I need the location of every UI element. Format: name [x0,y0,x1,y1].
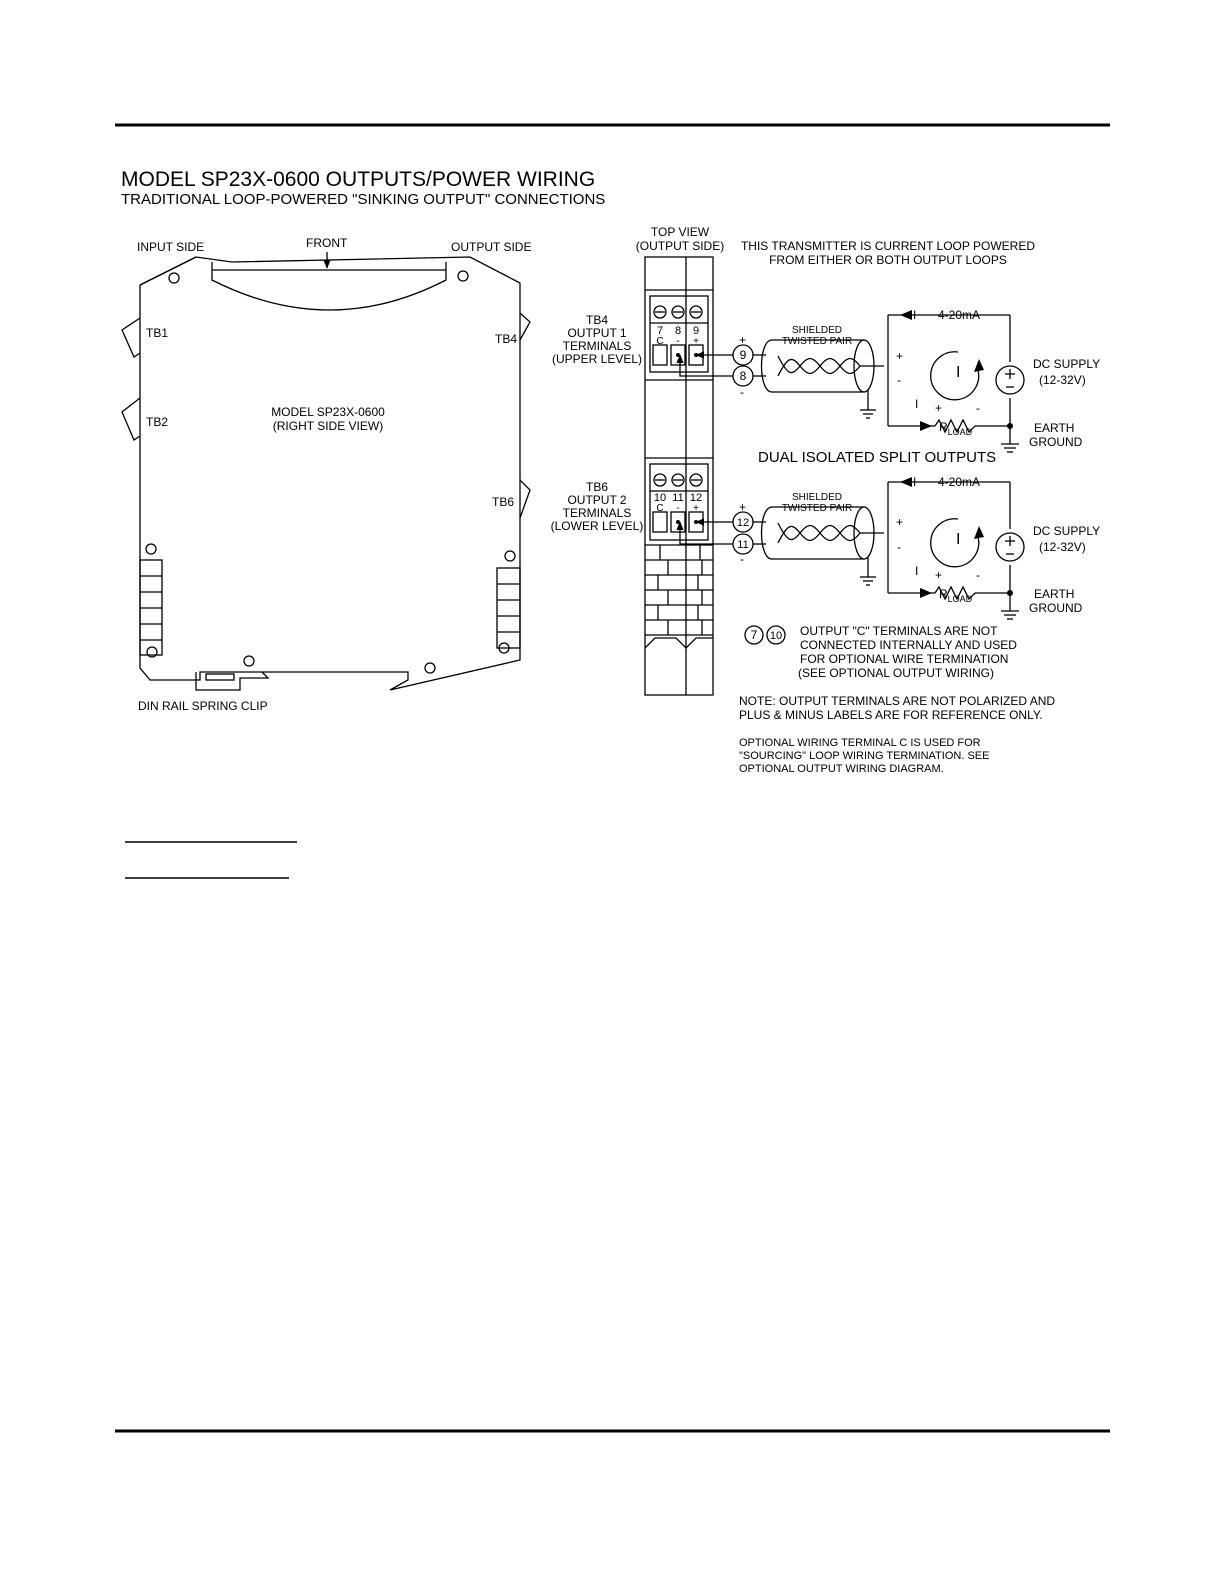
output-2-loop [680,477,1024,619]
dual-outputs-heading: DUAL ISOLATED SPLIT OUTPUTS [758,449,997,466]
out2-shielded-label: SHIELDED [791,492,843,503]
out2-current-top: I [913,475,917,489]
tb6-term-10: 10 [653,492,667,504]
tb4-node-9: 9 [739,348,747,362]
din-rail-clip-label: DIN RAIL SPRING CLIP [138,699,268,713]
tb6-mark-minus: - [676,503,680,514]
out2-dc-supply-label: DC SUPPLY [1033,524,1101,538]
optional-note-line3: OPTIONAL OUTPUT WIRING DIAGRAM. [739,763,944,775]
tb4-mark-c: C [656,336,664,347]
out2-rload-subscript: LOAD [947,594,973,604]
upper-level-label: (UPPER LEVEL) [551,352,643,366]
output-c-note-line3: FOR OPTIONAL WIRE TERMINATION [800,652,1009,666]
tb6-term-11: 11 [672,492,684,504]
out2-current-range: 4-20mA [938,475,981,489]
out1-loop-minus: - [897,373,901,387]
output-2-label: OUTPUT 2 [567,493,627,507]
out1-rload-subscript: LOAD [947,427,973,437]
tb1-label: TB1 [146,326,169,340]
out2-current-bottom: I [915,564,919,578]
out1-minus-sign: - [740,385,744,399]
tb6-side-label: TB6 [492,495,515,509]
optional-note-line2: "SOURCING" LOOP WIRING TERMINATION. SEE [739,750,990,762]
model-label: MODEL SP23X-0600 [271,405,385,419]
out2-plus-sign: + [739,500,747,514]
output-c-note-line1: OUTPUT "C" TERMINALS ARE NOT [800,624,998,638]
output-1-label: OUTPUT 1 [567,326,627,340]
tb2-label: TB2 [146,415,169,429]
note-node-10: 10 [769,630,783,642]
polarity-note-line2: PLUS & MINUS LABELS ARE FOR REFERENCE ONLY. [739,708,1043,722]
input-side-label: INPUT SIDE [137,240,205,254]
out2-rload-minus: - [976,568,980,582]
tb6-mark-c: C [656,503,664,514]
tb4-mark-minus: - [676,336,680,347]
tb4-term-7: 7 [656,325,664,337]
top-view-label: TOP VIEW [650,225,710,239]
out1-rload-plus: + [935,401,943,415]
tb4-term-9: 9 [692,325,700,337]
out1-rload-label: $R_{LOAD}$ [939,420,973,437]
out2-earth-label: EARTH [1034,587,1075,601]
out1-current-range: 4-20mA [938,308,981,322]
tb6-node-11: 11 [737,539,749,551]
out1-shielded-label: SHIELDED [791,325,843,336]
right-side-view-label: (RIGHT SIDE VIEW) [272,419,384,433]
diagram-subtitle: TRADITIONAL LOOP-POWERED "SINKING OUTPUT" CONNECTIONS [121,191,606,208]
tb6-label: TB6 [585,480,609,494]
out1-dc-supply-label: DC SUPPLY [1033,357,1101,371]
output-1-loop [680,310,1024,452]
tb6-terminals-label: TERMINALS [562,506,632,520]
out1-current-bottom: I [915,397,919,411]
out2-loop-plus: + [896,515,904,529]
out1-plus-sign: + [739,333,747,347]
tb4-node-8: 8 [739,369,747,383]
out1-voltage-label: (12-32V) [1039,373,1086,387]
out2-rload-plus: + [935,568,943,582]
tb6-mark-plus: + [693,503,699,514]
optional-note-line1: OPTIONAL WIRING TERMINAL C IS USED FOR [739,737,981,749]
out2-voltage-label: (12-32V) [1039,540,1086,554]
output-side-label: OUTPUT SIDE [451,240,532,254]
tb6-node-12: 12 [736,517,750,529]
lower-level-label: (LOWER LEVEL) [550,519,644,533]
out2-loop-minus: - [897,540,901,554]
top-view-module [645,257,713,695]
loop-powered-note-2: FROM EITHER OR BOTH OUTPUT LOOPS [769,253,1007,267]
loop-powered-note: THIS TRANSMITTER IS CURRENT LOOP POWERED [740,239,1036,253]
side-view [122,236,531,713]
diagram-title: MODEL SP23X-0600 OUTPUTS/POWER WIRING [121,168,596,191]
out2-minus-sign: - [740,552,744,566]
tb6-term-12: 12 [689,492,703,504]
tb4-terminals-label: TERMINALS [562,339,632,353]
out1-ground-label: GROUND [1029,435,1083,449]
tb4-label: TB4 [585,313,609,327]
polarity-note-line1: NOTE: OUTPUT TERMINALS ARE NOT POLARIZED AND [739,694,1056,708]
output-c-note-line4: (SEE OPTIONAL OUTPUT WIRING) [798,666,995,680]
out1-rload-minus: - [976,401,980,415]
out1-loop-plus: + [896,349,904,363]
output-side-top-label: (OUTPUT SIDE) [635,239,725,253]
out2-twisted-pair-label: TWISTED PAIR [781,503,853,514]
front-label: FRONT [306,236,348,250]
out2-rload-label: $R_{LOAD}$ [939,587,973,604]
out1-current-top: I [913,308,917,322]
tb4-side-label: TB4 [495,332,518,346]
tb4-term-8: 8 [674,325,682,337]
out1-twisted-pair-label: TWISTED PAIR [781,336,853,347]
out2-current-loop-symbol: I [956,531,961,548]
note-node-7: 7 [750,628,758,642]
tb4-mark-plus: + [693,336,699,347]
out1-current-loop-symbol: I [956,364,961,381]
out2-ground-label: GROUND [1029,601,1083,615]
out1-earth-label: EARTH [1034,421,1075,435]
output-c-note-line2: CONNECTED INTERNALLY AND USED [800,638,1017,652]
